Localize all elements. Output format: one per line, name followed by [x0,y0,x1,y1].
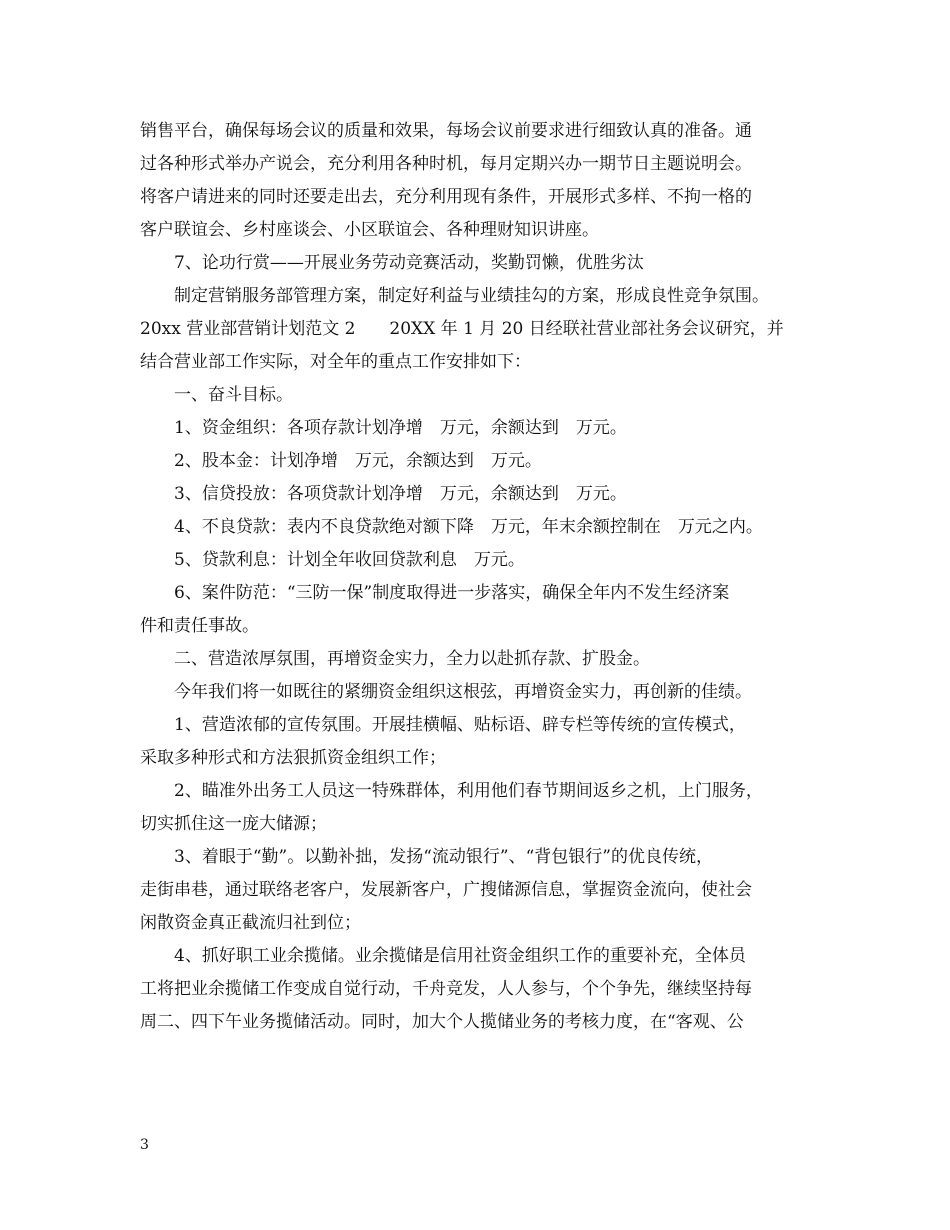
text-line: 周二、四下午业务揽储活动。同时，加大个人揽储业务的考核力度，在“客观、公 [140,1012,744,1032]
text-line: 7、论功行赏——开展业务劳动竞赛活动，奖勤罚懒，优胜劣汰 [174,253,644,273]
text-line: 1、资金组织：各项存款计划净增 万元，余额达到 万元。 [174,418,627,438]
text-line: 过各种形式举办产说会，充分利用各种时机，每月定期兴办一期节日主题说明会。 [140,154,752,174]
text-line: 二、营造浓厚氛围，再增资金实力，全力以赴抓存款、扩股金。 [174,649,650,669]
text-line: 结合营业部工作实际，对全年的重点工作安排如下： [140,352,531,372]
text-line: 5、贷款利息：计划全年收回贷款利息 万元。 [174,550,525,570]
text-line: 20xx 营业部营销计划范文 2 20XX 年 1 月 20 日经联社营业部社务会议研究，并 [140,319,784,339]
text-line: 4、抓好职工业余揽储。业余揽储是信用社资金组织工作的重要补充，全体员 [174,946,746,966]
text-line: 闲散资金真正截流归社到位； [140,913,361,933]
text-line: 制定营销服务部管理方案，制定好利益与业绩挂勾的方案，形成良性竞争氛围。 [174,286,769,306]
text-line: 2、瞄准外出务工人员这一特殊群体，利用他们春节期间返乡之机，上门服务， [174,781,763,801]
document-body [140,115,820,1039]
text-line: 工将把业余揽储工作变成自觉行动，千舟竞发，人人参与，个个争先，继续坚持每 [140,979,752,999]
text-line: 采取多种形式和方法狠抓资金组织工作； [140,748,446,768]
text-line: 将客户请进来的同时还要走出去，充分利用现有条件，开展形式多样、不拘一格的 [140,187,752,207]
text-line: 今年我们将一如既往的紧绷资金组织这根弦，再增资金实力，再创新的佳绩。 [174,682,752,702]
text-line: 件和责任事故。 [140,616,259,636]
page-number: 3 [140,1137,149,1153]
text-line: 客户联谊会、乡村座谈会、小区联谊会、各种理财知识讲座。 [140,220,599,240]
text-line: 切实抓住这一庞大储源； [140,814,327,834]
text-line: 4、不良贷款：表内不良贷款绝对额下降 万元，年末余额控制在 万元之内。 [174,517,763,537]
text-line: 3、信贷投放：各项贷款计划净增 万元，余额达到 万元。 [174,484,627,504]
text-line: 销售平台，确保每场会议的质量和效果，每场会议前要求进行细致认真的准备。通 [140,121,752,141]
text-line: 6、案件防范：“三防一保”制度取得进一步落实，确保全年内不发生经济案 [174,583,730,603]
text-line: 走街串巷，通过联络老客户，发展新客户，广搜储源信息，掌握资金流向，使社会 [140,880,752,900]
text-line: 1、营造浓郁的宣传氛围。开展挂横幅、贴标语、辟专栏等传统的宣传模式， [174,715,746,735]
text-line: 一、奋斗目标。 [174,385,293,405]
text-line: 3、着眼于“勤”。以勤补拙，发扬“流动银行”、“背包银行”的优良传统， [174,847,713,867]
text-line: 2、股本金：计划净增 万元，余额达到 万元。 [174,451,542,471]
